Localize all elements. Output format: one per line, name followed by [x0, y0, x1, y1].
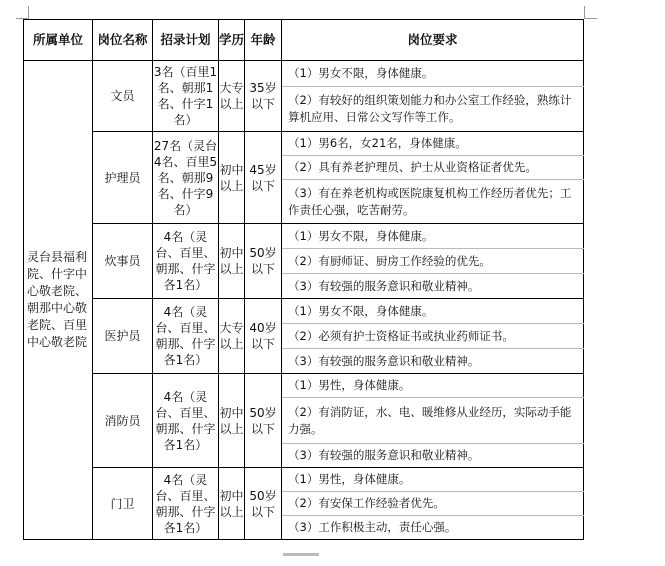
- header-unit: 所属单位: [24, 20, 93, 61]
- requirement-item: （1）男女不限，身体健康。: [282, 224, 584, 249]
- plan-cell: 3名（百里1名、朝那1名、什字1名）: [153, 61, 219, 132]
- header-age: 年龄: [245, 20, 282, 61]
- crop-mark-top-right: [584, 6, 597, 19]
- position-cell: 消防员: [93, 374, 153, 468]
- age-cell: 50岁以下: [245, 468, 282, 540]
- unit-cell: 灵台县福利院、什字中心敬老院、朝那中心敬老院、百里中心敬老院: [24, 61, 93, 540]
- position-cell: 炊事员: [93, 224, 153, 299]
- header-education: 学历: [219, 20, 245, 61]
- plan-cell: 4名（灵台、百里、朝那、什字各1名）: [153, 374, 219, 468]
- plan-cell: 4名（灵台、百里、朝那、什字各1名）: [153, 299, 219, 374]
- table-row: [24, 299, 584, 324]
- requirement-item: （1）男6名，女21名，身体健康。: [282, 132, 584, 156]
- requirement-item: （1）男女不限，身体健康。: [282, 61, 584, 87]
- table-row: [24, 61, 584, 87]
- plan-cell: 4名（灵台、百里、朝那、什字各1名）: [153, 468, 219, 540]
- header-row: [24, 20, 584, 61]
- header-plan: 招录计划: [153, 20, 219, 61]
- requirement-item: （2）必须有护士资格证书或执业药师证书。: [282, 324, 584, 349]
- plan-cell: 27名（灵台4名、百里5名、朝那9名、什字9名）: [153, 132, 219, 224]
- age-cell: 40岁以下: [245, 299, 282, 374]
- header-position: 岗位名称: [93, 20, 153, 61]
- education-cell: 大专以上: [219, 61, 245, 132]
- requirement-item: （2）有安保工作经验者优先。: [282, 492, 584, 516]
- education-cell: 初中以上: [219, 224, 245, 299]
- education-cell: 初中以上: [219, 132, 245, 224]
- requirement-item: （3）有在养老机构或医院康复机构工作经历者优先；工作责任心强，吃苦耐劳。: [282, 180, 584, 224]
- position-cell: 医护员: [93, 299, 153, 374]
- table-row: [24, 132, 584, 156]
- requirement-item: （3）有较强的服务意识和敬业精神。: [282, 444, 584, 468]
- age-cell: 50岁以下: [245, 374, 282, 468]
- header-requirements: 岗位要求: [282, 20, 584, 61]
- requirement-item: （1）男性，身体健康。: [282, 374, 584, 398]
- education-cell: 大专以上: [219, 299, 245, 374]
- age-cell: 50岁以下: [245, 224, 282, 299]
- position-cell: 门卫: [93, 468, 153, 540]
- requirement-item: （1）男性，身体健康。: [282, 468, 584, 492]
- education-cell: 初中以上: [219, 468, 245, 540]
- education-cell: 初中以上: [219, 374, 245, 468]
- requirement-item: （2）有较好的组织策划能力和办公室工作经验，熟练计算机应用、日常公文写作等工作。: [282, 87, 584, 132]
- requirement-item: （1）男女不限，身体健康。: [282, 299, 584, 324]
- crop-mark-top-left: [16, 6, 29, 19]
- page-edge-marker: [283, 553, 319, 556]
- age-cell: 45岁以下: [245, 132, 282, 224]
- position-cell: 文员: [93, 61, 153, 132]
- plan-cell: 4名（灵台、百里、朝那、什字各1名）: [153, 224, 219, 299]
- requirement-item: （2）有消防证，水、电、暖维修从业经历，实际动手能力强。: [282, 398, 584, 444]
- table-row: [24, 224, 584, 249]
- requirement-item: （3）有较强的服务意识和敬业精神。: [282, 349, 584, 374]
- recruitment-table: [23, 19, 584, 540]
- position-cell: 护理员: [93, 132, 153, 224]
- age-cell: 35岁以下: [245, 61, 282, 132]
- requirement-item: （2）有厨师证、厨房工作经验的优先。: [282, 249, 584, 274]
- table-row: [24, 468, 584, 492]
- requirement-item: （3）工作积极主动，责任心强。: [282, 516, 584, 540]
- requirement-item: （3）有较强的服务意识和敬业精神。: [282, 274, 584, 299]
- table-row: [24, 374, 584, 398]
- requirement-item: （2）具有养老护理员、护士从业资格证者优先。: [282, 156, 584, 180]
